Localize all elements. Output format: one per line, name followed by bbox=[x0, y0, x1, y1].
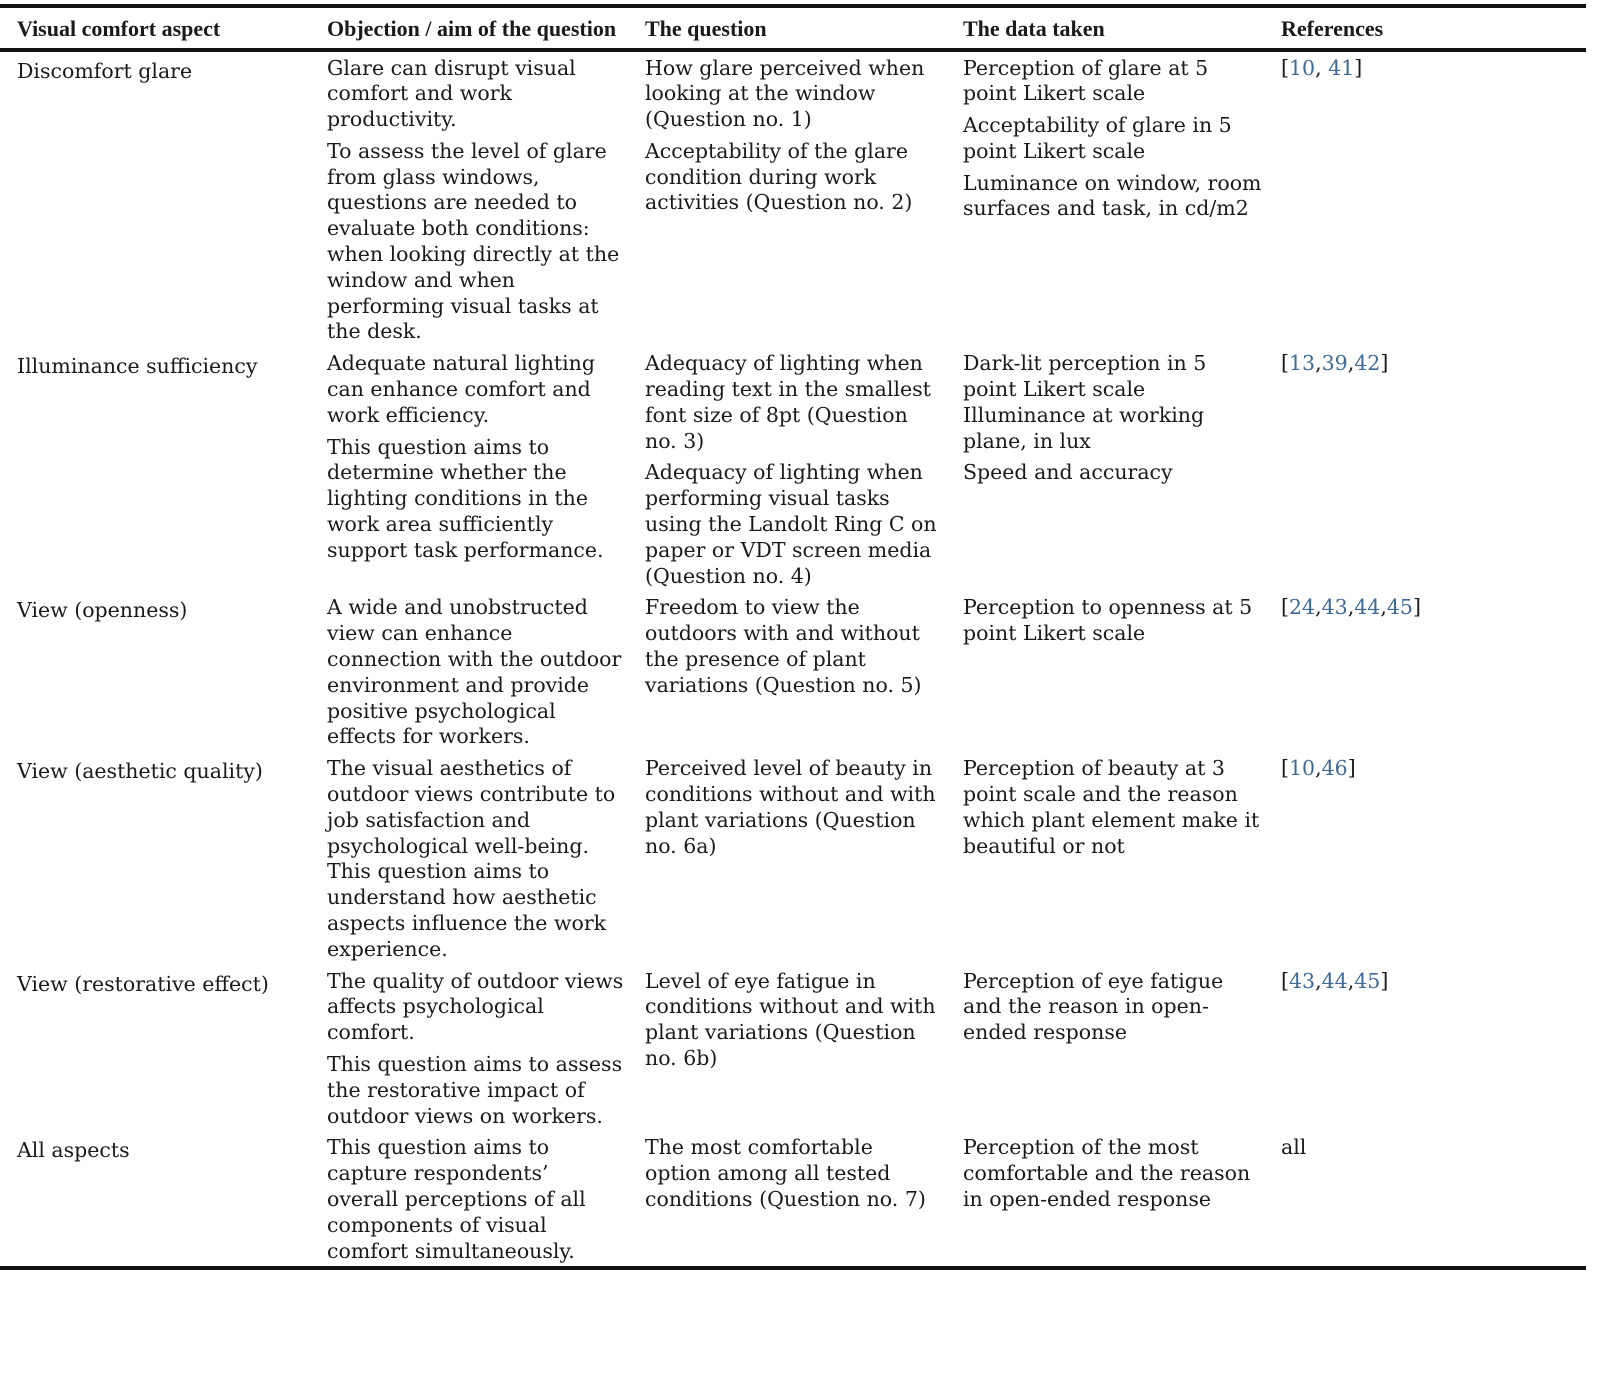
reference-link[interactable]: 10 bbox=[1289, 55, 1316, 80]
table-header bbox=[0, 6, 1586, 50]
cell-question bbox=[636, 752, 954, 964]
cell-objection bbox=[318, 752, 636, 964]
cell-aspect: Discomfort glare bbox=[17, 58, 193, 83]
reference-link[interactable]: 43 bbox=[1289, 968, 1316, 993]
bracket-open: [ bbox=[1281, 595, 1289, 620]
objection-paragraph: This question aims to determine whether the lighting conditions in the work area sufficiently support task performance. bbox=[327, 434, 604, 562]
cell-objection bbox=[318, 347, 636, 591]
question-paragraph: Level of eye fatigue in conditions without and with plant variations (Question no. 6b) bbox=[645, 968, 936, 1070]
data-taken-paragraph: Perception to openness at 5 point Likert scale bbox=[963, 595, 1253, 646]
question-paragraph: Adequacy of lighting when reading text in the smallest font size of 8pt (Question no. 3) bbox=[645, 351, 931, 453]
bracket-open: [ bbox=[1281, 968, 1289, 993]
cell-objection bbox=[318, 965, 636, 1132]
cell-question bbox=[636, 50, 954, 348]
objection-paragraph: This question aims to assess the restorative impact of outdoor views on workers. bbox=[327, 1051, 623, 1128]
reference-link[interactable]: 46 bbox=[1321, 756, 1348, 781]
reference-link[interactable]: 41 bbox=[1328, 55, 1355, 80]
cell-references bbox=[1272, 752, 1586, 964]
reference-link[interactable]: 24 bbox=[1289, 595, 1316, 620]
question-paragraph: Acceptability of the glare condition during work activities (Question no. 2) bbox=[645, 138, 913, 215]
objection-paragraph: Glare can disrupt visual comfort and work productivity. bbox=[327, 55, 576, 132]
cell-references bbox=[1272, 1131, 1586, 1268]
ref-separator: , bbox=[1347, 351, 1355, 376]
header-data-taken: The data taken bbox=[963, 16, 1105, 41]
table-row bbox=[0, 347, 1586, 591]
header-row bbox=[0, 6, 1586, 50]
ref-separator: , bbox=[1380, 595, 1387, 620]
data-taken-paragraph: Dark-lit perception in 5 point Likert scale Illuminance at working plane, in lux bbox=[963, 351, 1207, 453]
question-paragraph: Freedom to view the outdoors with and without the presence of plant variations (Question no. 5) bbox=[645, 595, 922, 697]
objection-paragraph: The quality of outdoor views affects psychological comfort. bbox=[327, 968, 624, 1045]
cell-references bbox=[1272, 591, 1586, 752]
cell-question bbox=[636, 1131, 954, 1268]
question-paragraph: How glare perceived when looking at the window (Question no. 1) bbox=[645, 55, 925, 132]
header-references: References bbox=[1281, 16, 1384, 41]
table-row bbox=[0, 591, 1586, 752]
cell-data-taken bbox=[954, 965, 1272, 1132]
data-taken-paragraph: Perception of the most comfortable and the reason in open-ended response bbox=[963, 1135, 1251, 1211]
cell-data-taken bbox=[954, 591, 1272, 752]
objection-paragraph: The visual aesthetics of outdoor views contribute to job satisfaction and psychological well-being. This question aims to understand how aesthetic aspects influence the work experience. bbox=[327, 756, 616, 961]
ref-separator: , bbox=[1315, 595, 1322, 620]
ref-separator: , bbox=[1347, 968, 1355, 993]
reference-link[interactable]: 13 bbox=[1289, 351, 1316, 376]
data-taken-paragraph: Perception of eye fatigue and the reason in open-ended response bbox=[963, 968, 1224, 1045]
objection-paragraph: To assess the level of glare from glass windows, questions are needed to evaluate both conditions: when looking directly at the window and when performing visual tasks at the desk. bbox=[327, 138, 620, 344]
table-body bbox=[0, 50, 1586, 1269]
cell-objection bbox=[318, 50, 636, 348]
ref-separator: , bbox=[1347, 595, 1355, 620]
cell-data-taken bbox=[954, 752, 1272, 964]
table-row bbox=[0, 965, 1586, 1132]
data-taken-paragraph: Perception of glare at 5 point Likert scale bbox=[963, 55, 1209, 106]
data-taken-paragraph: Speed and accuracy bbox=[963, 460, 1173, 485]
ref-separator: , bbox=[1315, 55, 1329, 80]
cell-aspect: View (openness) bbox=[17, 598, 188, 623]
reference-link[interactable]: 44 bbox=[1354, 595, 1381, 620]
cell-aspect: Illuminance sufficiency bbox=[17, 354, 258, 379]
objection-paragraph: A wide and unobstructed view can enhance connection with the outdoor environment and provide positive psychological effects for workers. bbox=[327, 595, 622, 749]
bracket-open: [ bbox=[1281, 351, 1289, 376]
cell-question bbox=[636, 591, 954, 752]
reference-link[interactable]: 44 bbox=[1321, 968, 1348, 993]
table-row bbox=[0, 752, 1586, 964]
objection-paragraph: Adequate natural lighting can enhance comfort and work efficiency. bbox=[327, 351, 596, 427]
bracket-close: ] bbox=[1354, 55, 1363, 80]
reference-link[interactable]: 39 bbox=[1321, 351, 1348, 376]
header-aspect: Visual comfort aspect bbox=[17, 16, 221, 41]
header-objection: Objection / aim of the question bbox=[327, 16, 617, 41]
bracket-close: ] bbox=[1347, 756, 1356, 781]
cell-objection bbox=[318, 1131, 636, 1268]
cell-references bbox=[1272, 965, 1586, 1132]
objection-paragraph: This question aims to capture respondents’ overall perceptions of all components of visual comfort simultaneously. bbox=[327, 1135, 586, 1263]
reference-link[interactable]: 45 bbox=[1354, 968, 1381, 993]
bracket-open: [ bbox=[1281, 55, 1289, 80]
visual-comfort-table bbox=[0, 4, 1586, 1270]
cell-references bbox=[1272, 50, 1586, 348]
cell-data-taken bbox=[954, 347, 1272, 591]
ref-separator: , bbox=[1315, 968, 1322, 993]
header-question: The question bbox=[645, 16, 767, 41]
question-paragraph: The most comfortable option among all tested conditions (Question no. 7) bbox=[645, 1135, 926, 1211]
question-paragraph: Adequacy of lighting when performing visual tasks using the Landolt Ring C on paper or VDT screen media (Question no. 4) bbox=[645, 460, 937, 588]
cell-aspect: All aspects bbox=[17, 1138, 130, 1163]
data-taken-paragraph: Perception of beauty at 3 point scale and the reason which plant element make it beautiful or not bbox=[963, 756, 1260, 858]
cell-data-taken bbox=[954, 1131, 1272, 1268]
question-paragraph: Perceived level of beauty in conditions without and with plant variations (Question no. 6a) bbox=[645, 756, 936, 858]
table-row bbox=[0, 50, 1586, 348]
data-taken-paragraph: Luminance on window, room surfaces and task, in cd/m2 bbox=[963, 170, 1262, 221]
cell-objection bbox=[318, 591, 636, 752]
bracket-open: [ bbox=[1281, 756, 1289, 781]
table-row bbox=[0, 1131, 1586, 1268]
ref-separator: , bbox=[1315, 756, 1322, 781]
table bbox=[0, 4, 1586, 1270]
reference-link[interactable]: 43 bbox=[1321, 595, 1348, 620]
cell-aspect: View (restorative effect) bbox=[17, 971, 269, 996]
ref-separator: , bbox=[1315, 351, 1322, 376]
reference-link[interactable]: 42 bbox=[1354, 351, 1381, 376]
bracket-close: ] bbox=[1380, 968, 1389, 993]
reference-link[interactable]: 10 bbox=[1289, 756, 1316, 781]
reference-text: all bbox=[1281, 1135, 1307, 1160]
cell-question bbox=[636, 965, 954, 1132]
reference-link[interactable]: 45 bbox=[1386, 595, 1413, 620]
bracket-close: ] bbox=[1380, 351, 1389, 376]
bracket-close: ] bbox=[1412, 595, 1421, 620]
cell-data-taken bbox=[954, 50, 1272, 348]
cell-references bbox=[1272, 347, 1586, 591]
cell-aspect: View (aesthetic quality) bbox=[17, 759, 263, 784]
cell-question bbox=[636, 347, 954, 591]
data-taken-paragraph: Acceptability of glare in 5 point Likert scale bbox=[963, 113, 1232, 163]
